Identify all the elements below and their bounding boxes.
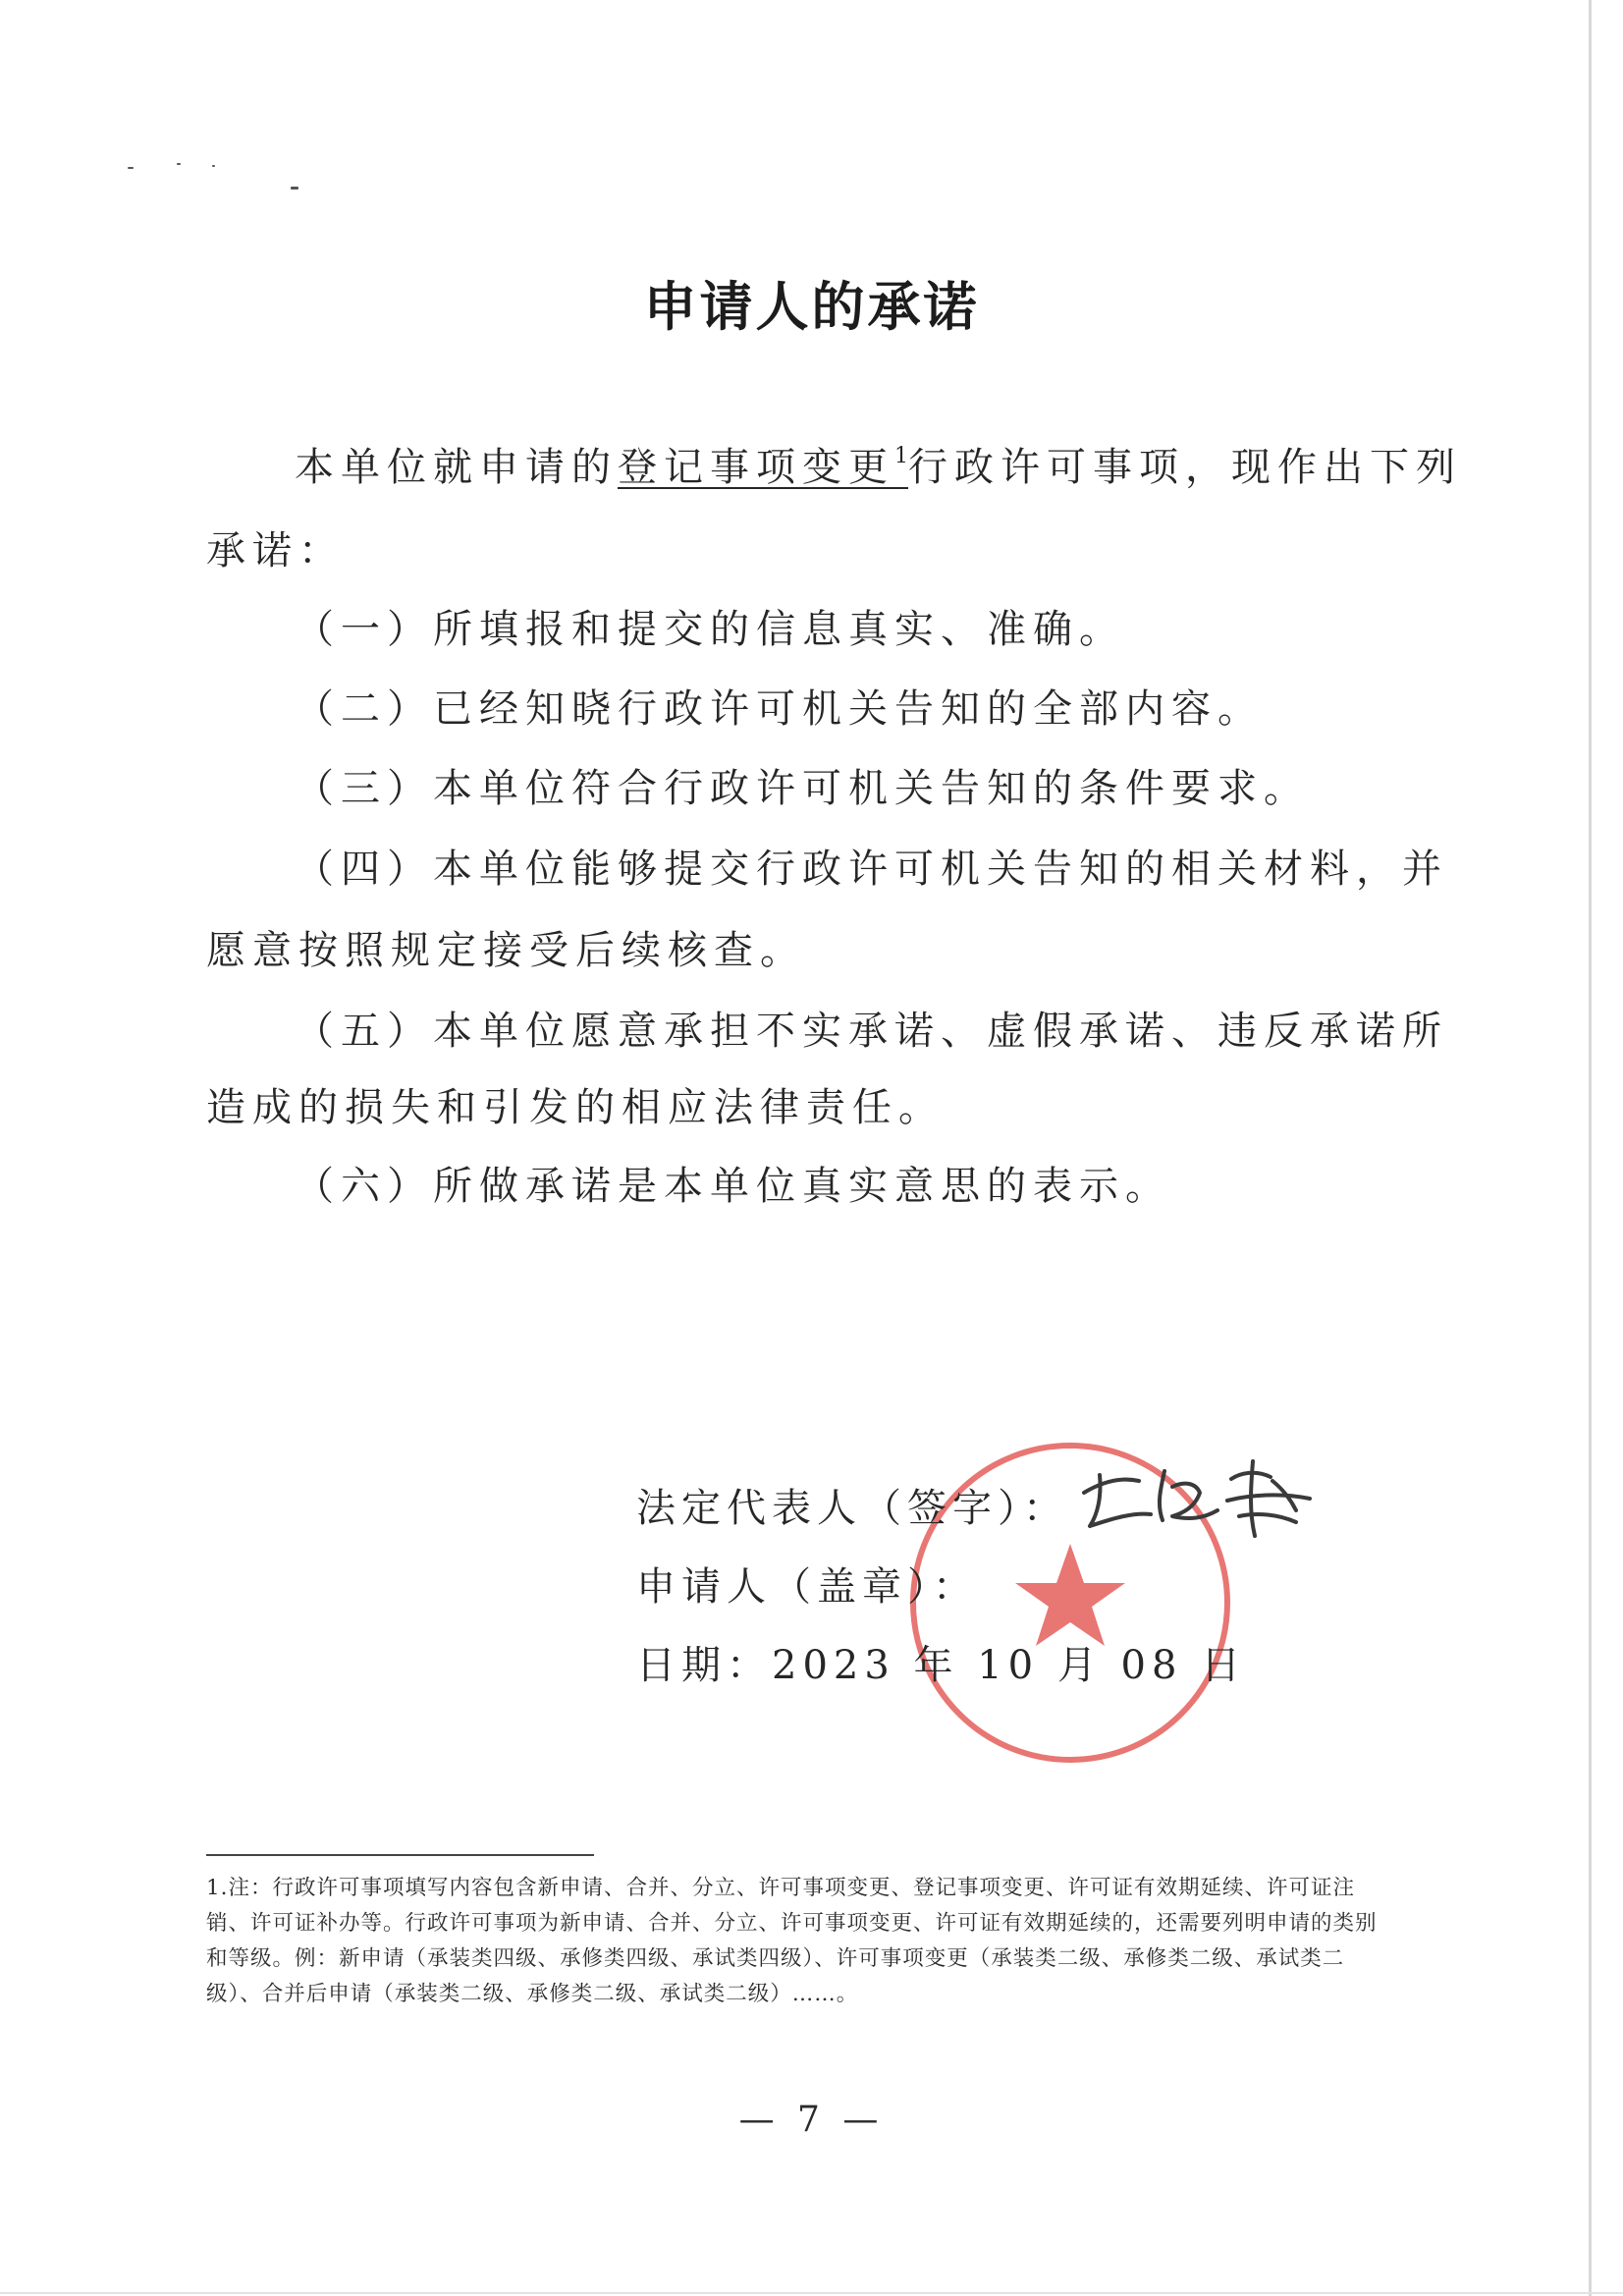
commitment-2: （二）已经知晓行政许可机关告知的全部内容。: [295, 686, 1264, 732]
intro-item-text: 登记事项变更: [618, 445, 894, 490]
commitment-4-cont: 愿意按照规定接受后续核查。: [206, 928, 806, 973]
commitment-1: （一）所填报和提交的信息真实、准确。: [295, 607, 1125, 652]
handwritten-signature: [1070, 1442, 1335, 1550]
scan-edge-bottom: [0, 2292, 1623, 2294]
scan-speck: [128, 167, 134, 169]
page-number: — 7 —: [738, 2100, 885, 2140]
footnote-text: 1.注：行政许可事项填写内容包含新申请、合并、分立、许可事项变更、登记事项变更、许可证有效期延续、许可证注销、许可证补办等。行政许可事项为新申请、合并、分立、许可事项变更、许可证有效期延续的，还需要列明申请的类别和等级。例：新申请（承装类四级、承修类四级、承试类四级）、许可事项变更（承装类二级、承修类二级、承试类二级）、合并后申请（承装类二级、承修类二级、承试类二级）……。: [206, 1876, 1378, 2006]
commitment-5: （五）本单位愿意承担不实承诺、虚假承诺、违反承诺所: [295, 1009, 1448, 1054]
footnote-reference: 1: [894, 444, 908, 468]
commitment-4: （四）本单位能够提交行政许可机关告知的相关材料，并: [295, 847, 1448, 892]
commitment-5-cont: 造成的损失和引发的相应法律责任。: [206, 1085, 945, 1130]
legal-representative-line: 法定代表人（签字）：: [636, 1486, 1068, 1531]
scan-edge-right: [1589, 0, 1592, 2296]
commitment-3: （三）本单位符合行政许可机关告知的条件要求。: [295, 766, 1310, 811]
date-line: 日期：2023 年 10 月 08 日: [636, 1643, 1247, 1688]
commitment-6: （六）所做承诺是本单位真实意思的表示。: [295, 1164, 1171, 1209]
applicant-seal-line: 申请人（盖章）：: [636, 1564, 978, 1610]
seal-star: [1015, 1544, 1125, 1646]
intro-line-2: 承诺：: [206, 528, 345, 574]
scan-speck: [291, 187, 298, 190]
scan-speck: [212, 165, 215, 167]
intro-before: 本单位就申请的: [295, 445, 618, 490]
document-title: 申请人的承诺: [643, 276, 980, 338]
footnote-rule: [206, 1854, 594, 1856]
intro-after: 行政许可事项，现作出下列: [908, 445, 1462, 490]
intro-item: [618, 445, 908, 490]
intro-line: [295, 440, 1473, 495]
scan-speck: [177, 163, 181, 165]
